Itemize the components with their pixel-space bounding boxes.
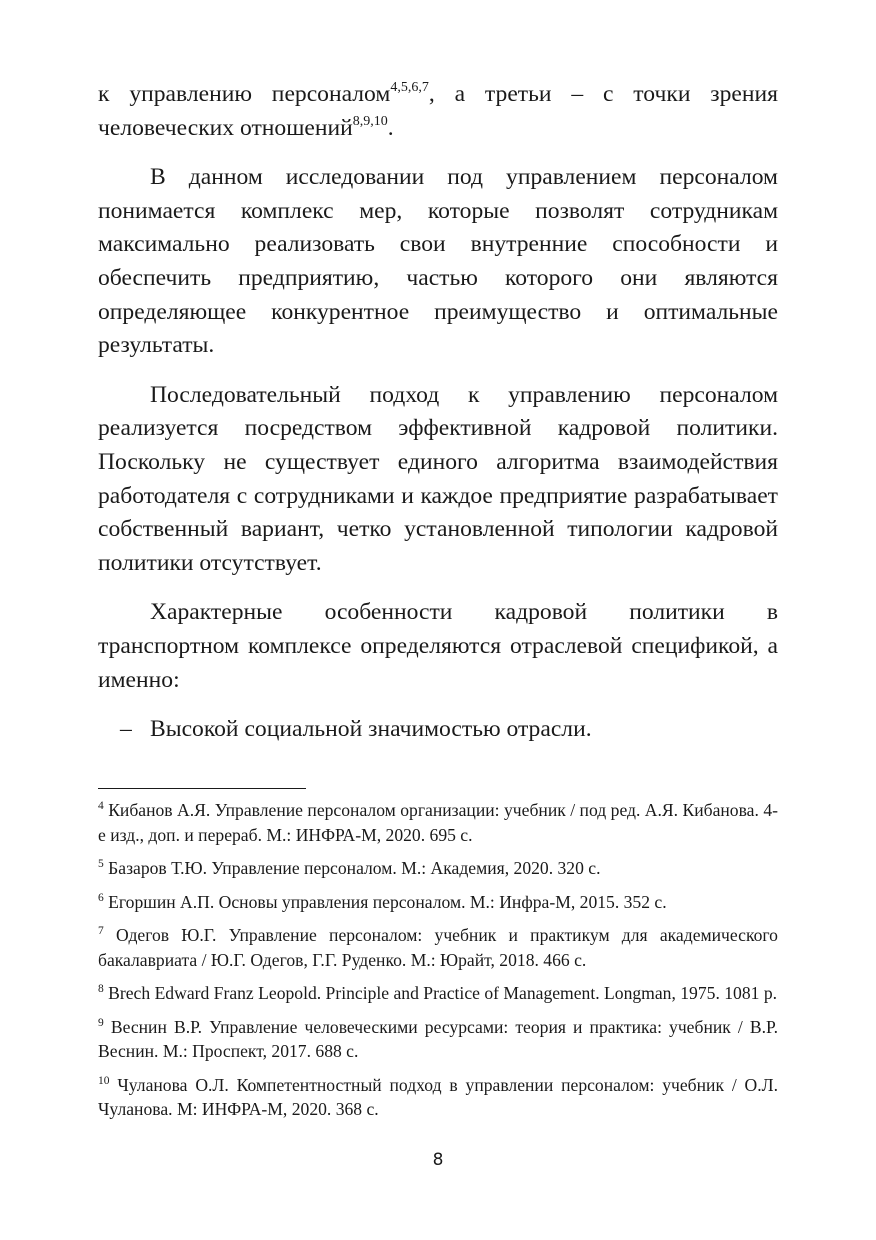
footnote-number: 4 xyxy=(98,800,104,812)
footnote-number: 6 xyxy=(98,891,104,904)
footnote-text: Brech Edward Franz Leopold. Principle and Practice of Management. Longman, 1975. 1081 p. xyxy=(108,983,778,1003)
paragraph-continuation xyxy=(98,78,778,145)
list-item xyxy=(98,713,778,747)
paragraph-approach: Последовательный подход к управлению персоналом реализуется посредством эффективной кадровой политики. Поскольку не существует единого алгоритма взаимодействия работодателя с сотрудниками и каждое предприятие разрабатывает собственный вариант, четко установленной типологии кадровой политики отсутствует. xyxy=(98,381,778,576)
paragraph-text: , а третьи – с точки зрения человеческих отношений xyxy=(98,81,778,141)
footnote-number: 8 xyxy=(98,983,104,995)
footnote-number: 5 xyxy=(98,858,104,870)
paragraph-text: . xyxy=(387,114,394,141)
footnote-4 xyxy=(98,798,778,847)
page-number: 8 xyxy=(432,1150,444,1170)
paragraph-definition: В данном исследовании под управлением персоналом понимается комплекс мер, которые позволят сотрудникам максимально реализовать свои внутренние способности и обеспечить предприятию, частью которого они являются определяющее конкурентное преимущество и оптимальные результаты. xyxy=(98,164,778,359)
footnote-ref[interactable]: 4,5,6,7 xyxy=(390,80,429,95)
footnote-9 xyxy=(98,1015,778,1064)
list-marker: – xyxy=(120,716,132,743)
footnotes xyxy=(98,798,778,1131)
paragraph-features: Характерные особенности кадровой политики в транспортном комплексе определяются отраслевой спецификой, а именно: xyxy=(98,599,778,693)
footnote-number: 10 xyxy=(98,1074,110,1087)
footnote-text: Веснин В.Р. Управление человеческими ресурсами: теория и практика: учебник / В.Р. Веснин. М.: Проспект, 2017. 688 с. xyxy=(98,1016,778,1061)
footnote-8 xyxy=(98,981,778,1006)
footnote-number: 7 xyxy=(98,925,104,937)
footnote-text: Чуланова О.Л. Компетентностный подход в управлении персоналом: учебник / О.Л. Чуланова. М: ИНФРА-М, 2020. 368 с. xyxy=(98,1074,778,1119)
footnote-text: Базаров Т.Ю. Управление персоналом. М.: Академия, 2020. 320 с. xyxy=(108,858,601,878)
footnote-separator xyxy=(98,788,306,789)
footnote-text: Кибанов А.Я. Управление персоналом организации: учебник / под ред. А.Я. Кибанова. 4-е изд., доп. и перераб. М.: ИНФРА-М, 2020. 695 с. xyxy=(98,800,778,845)
footnote-5 xyxy=(98,856,778,881)
footnote-10 xyxy=(98,1073,778,1122)
footnote-number: 9 xyxy=(98,1016,104,1029)
footnote-7 xyxy=(98,923,778,972)
main-text xyxy=(98,78,778,747)
footnote-ref[interactable]: 8,9,10 xyxy=(352,113,388,129)
footnote-text: Егоршин А.П. Основы управления персоналом. М.: Инфра-М, 2015. 352 с. xyxy=(108,891,667,912)
footnote-6 xyxy=(98,890,778,915)
list-item-text: Высокой социальной значимостью отрасли. xyxy=(150,716,592,743)
paragraph-text: к управлению персоналом xyxy=(98,81,391,107)
footnote-text: Одегов Ю.Г. Управление персоналом: учебник и практикум для академического бакалавриата / Ю.Г. Одегов, Г.Г. Руденко. М.: Юрайт, 2018. 466 с. xyxy=(98,925,778,970)
